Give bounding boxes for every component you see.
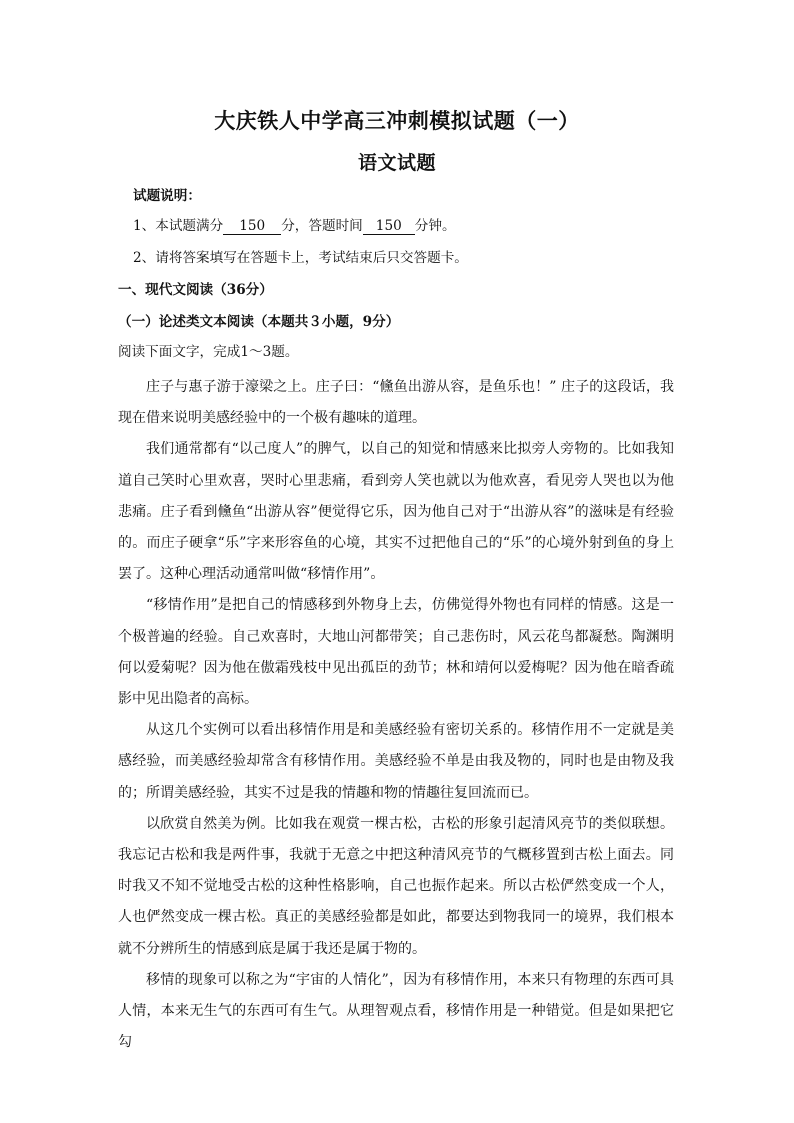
- passage-paragraph: 移情的现象可以称之为“宇宙的人情化”，因为有移情作用，本来只有物理的东西可具人情，本来无生气的东西可有生气。从理智观点看，移情作用是一种错觉。但是如果把它勾: [118, 971, 674, 1051]
- score-blank: 150: [223, 218, 281, 235]
- instruction-line-2: 2、请将答案填写在答题卡上，考试结束后只交答题卡。: [133, 250, 468, 266]
- passage-paragraph: 庄子与惠子游于濠梁之上。庄子曰：“儵鱼出游从容，是鱼乐也！” 庄子的这段话，我现在借来说明美感经验中的一个极有趣味的道理。: [118, 379, 674, 427]
- instruction-1-text-b: 分，答题时间: [281, 218, 363, 234]
- instruction-1-text-a: 1、本试题满分: [133, 218, 224, 234]
- passage-paragraph: 我们通常都有“以己度人”的脾气，以自己的知觉和情感来比拟旁人旁物的。比如我知道自己笑时心里欢喜，哭时心里悲痛，看到旁人笑也就以为他欢喜，看见旁人哭也以为他悲痛。庄子看到儵鱼“出游从容”便觉得它乐，因为他自己对于“出游从容”的滋味是有经验的。而庄子硬拿“乐”字来形容鱼的心境，其实不过把他自己的“乐”的心境外射到鱼的身上罢了。这种心理活动通常叫做“移情作用”。: [118, 441, 674, 583]
- page-subtitle: 语文试题: [357, 152, 436, 174]
- page-title: 大庆铁人中学高三冲刺模拟试题（一）: [214, 108, 580, 133]
- instruction-1-text-c: 分钟。: [414, 218, 456, 234]
- instructions-heading: 试题说明：: [133, 188, 201, 204]
- time-blank: 150: [363, 218, 415, 235]
- passage-paragraph: 从这几个实例可以看出移情作用是和美感经验有密切关系的。移情作用不一定就是美感经验，而美感经验却常含有移情作用。美感经验不单是由我及物的，同时也是由物及我的；所谓美感经验，其实不过是我的情趣和物的情趣往复回流而已。: [118, 722, 674, 801]
- reading-passage: [118, 372, 674, 1058]
- passage-paragraph: “移情作用”是把自己的情感移到外物身上去，仿佛觉得外物也有同样的情感。这是一个极普遍的经验。自己欢喜时，大地山河都带笑；自己悲伤时，风云花鸟都凝愁。陶渊明何以爱菊呢？因为他在傲霜残枝中见出孤臣的劲节；林和靖何以爱梅呢？因为他在暗香疏影中见出隐者的高标。: [118, 597, 674, 708]
- reading-instruction: 阅读下面文字，完成1～3题。: [118, 344, 299, 360]
- subsection-heading: （一）论述类文本阅读（本题共３小题，9分）: [118, 314, 400, 330]
- instruction-line-1: [133, 216, 456, 236]
- section-heading: 一、现代文阅读（36分）: [118, 282, 273, 298]
- passage-paragraph: 以欣赏自然美为例。比如我在观赏一棵古松，古松的形象引起清风亮节的类似联想。我忘记古松和我是两件事，我就于无意之中把这种清风亮节的气概移置到古松上面去。同时我又不知不觉地受古松的这种性格影响，自己也振作起来。所以古松俨然变成一个人，人也俨然变成一棵古松。真正的美感经验都是如此，都要达到物我同一的境界，我们根本就不分辨所生的情感到底是属于我还是属于物的。: [118, 815, 674, 957]
